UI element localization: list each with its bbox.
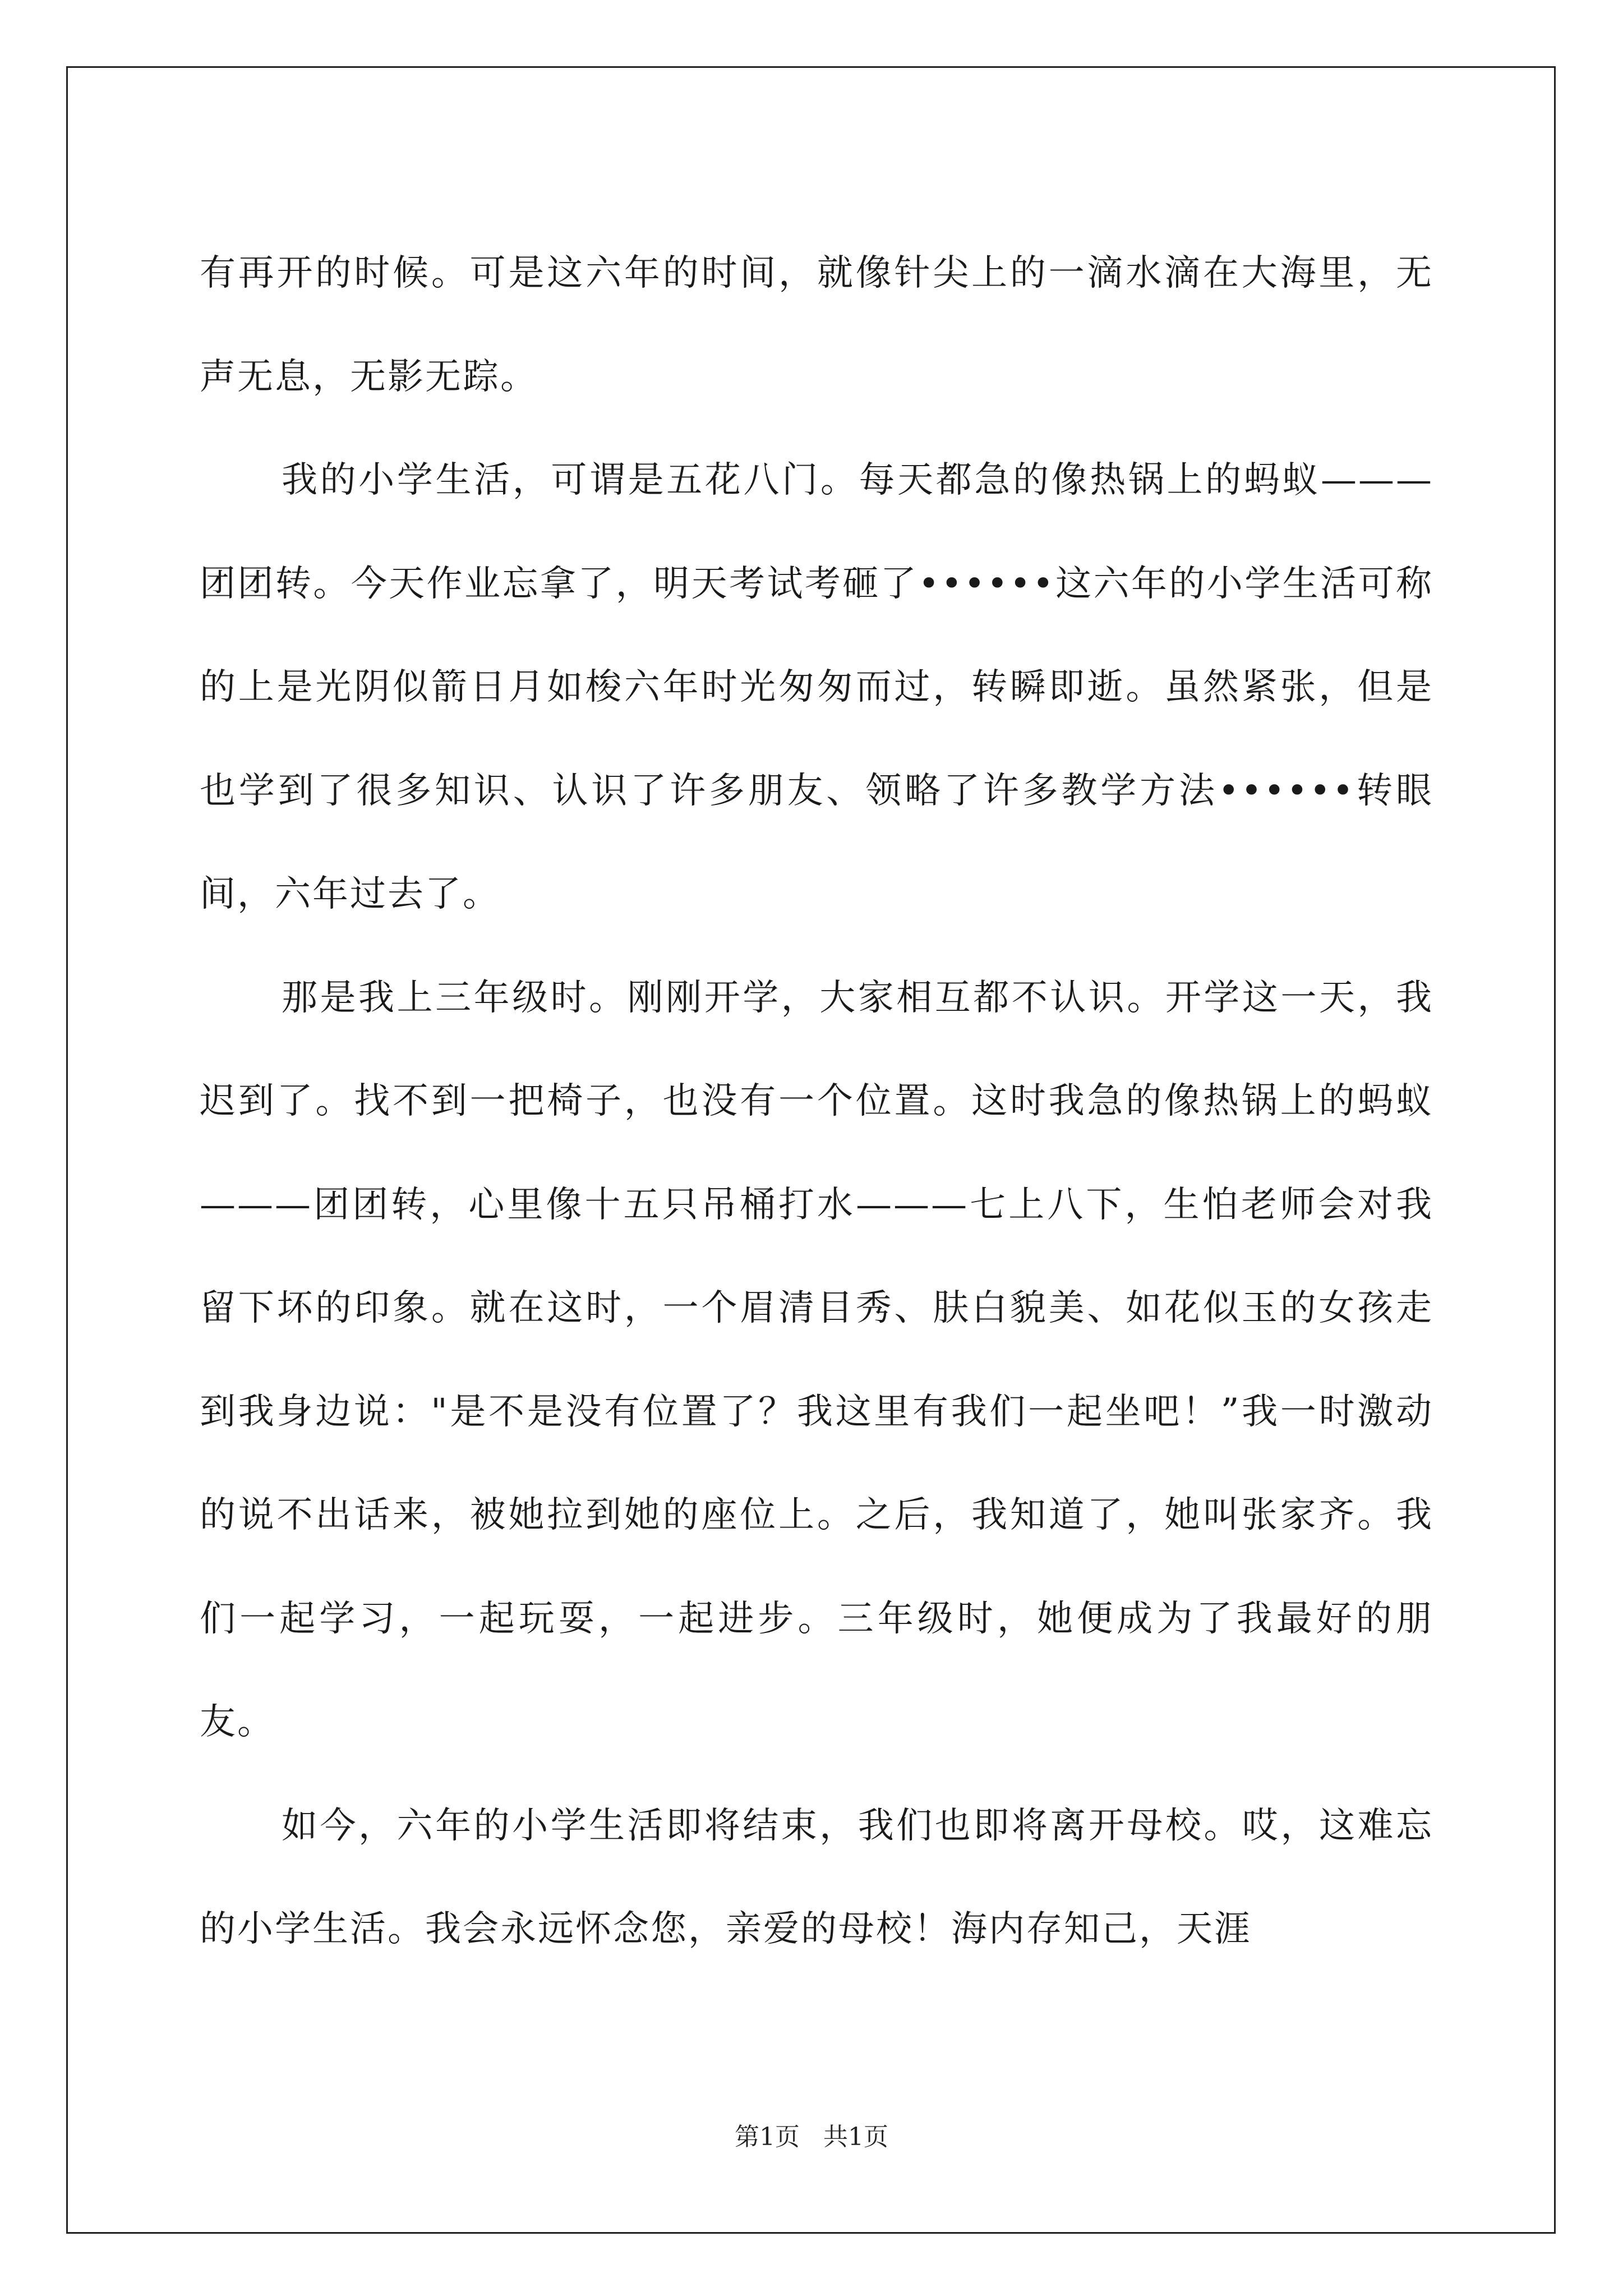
paragraph-3: 那是我上三年级时。刚刚开学，大家相互都不认识。开学这一天，我迟到了。找不到一把椅子，也没有一个位置。这时我急的像热锅上的蚂蚁———团团转，心里像十五只吊桶打水———七上八下，生怕老师会对我留下坏的印象。就在这时，一个眉清目秀、肤白貌美、如花似玉的女孩走到我身边说："是不是没有位置了？我这里有我们一起坐吧！”我一时激动的说不出话来，被她拉到她的座位上。之后，我知道了，她叫张家齐。我们一起学习，一起玩耍，一起进步。三年级时，她便成为了我最好的朋友。 bbox=[200, 977, 1433, 1743]
document-body bbox=[200, 222, 1433, 1981]
page-footer: 第1页 共1页 bbox=[735, 2123, 888, 2151]
paragraph-2: 我的小学生活，可谓是五花八门。每天都急的像热锅上的蚂蚁———团团转。今天作业忘拿了，明天考试考砸了••••••这六年的小学生活可称的上是光阴似箭日月如梭六年时光匆匆而过，转瞬即逝。虽然紧张，但是也学到了很多知识、认识了许多朋友、领略了许多教学方法••••••转眼间，六年过去了。 bbox=[200, 459, 1433, 915]
paragraph-1: 有再开的时候。可是这六年的时间，就像针尖上的一滴水滴在大海里，无声无息，无影无踪。 bbox=[200, 252, 1433, 398]
paragraph-4: 如今，六年的小学生活即将结束，我们也即将离开母校。哎，这难忘的小学生活。我会永远怀念您，亲爱的母校！海内存知己，天涯 bbox=[200, 1805, 1433, 1950]
